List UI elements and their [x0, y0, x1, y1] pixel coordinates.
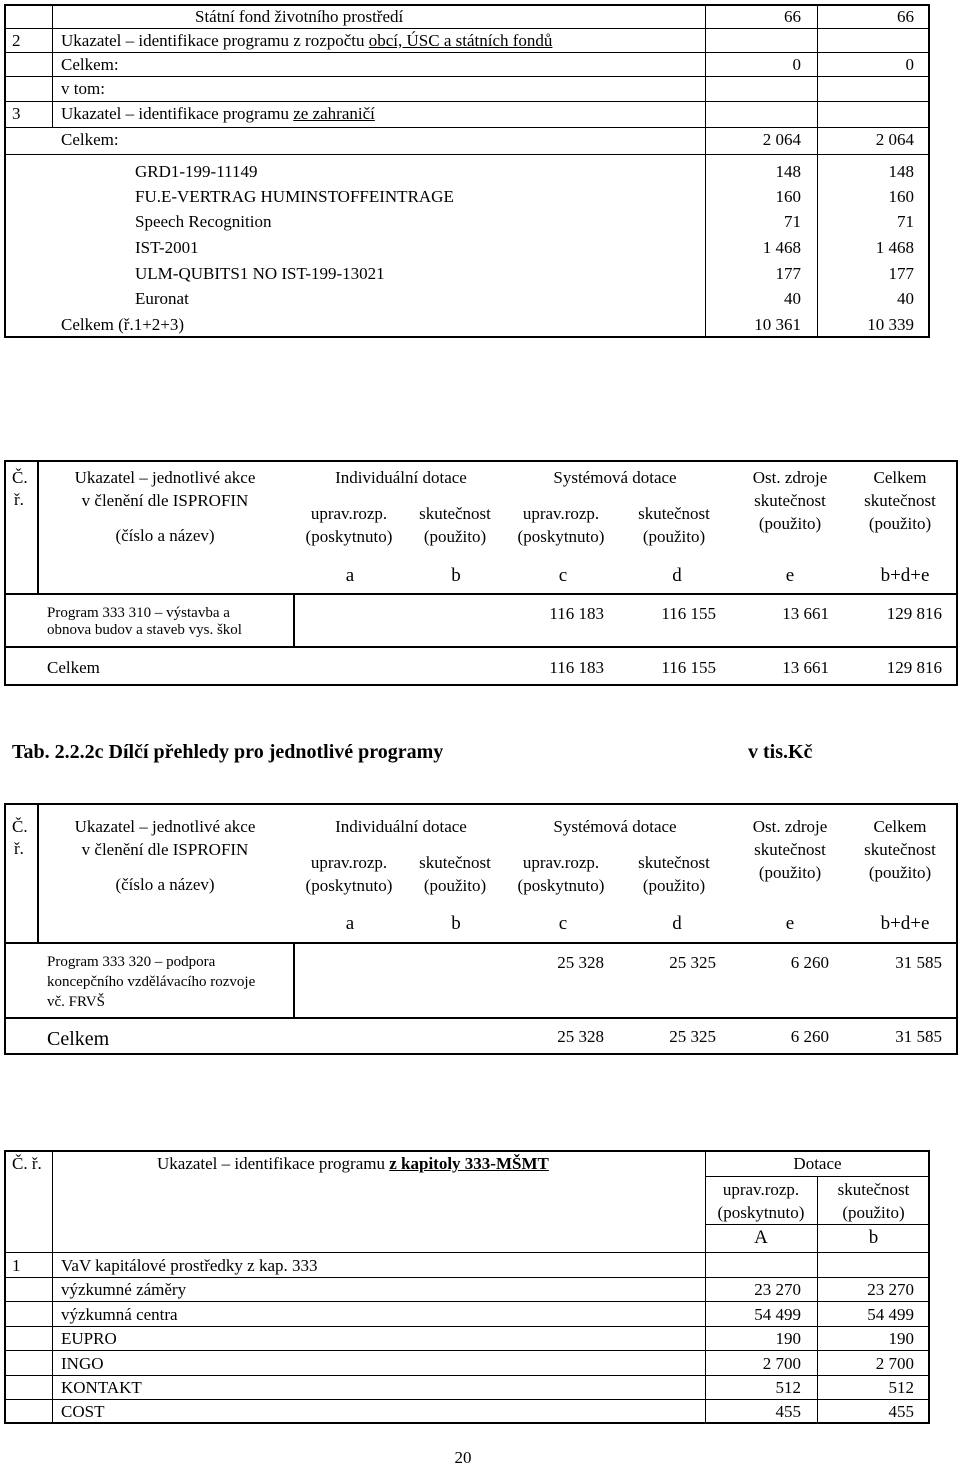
program-name-line: Program 333 320 – podpora: [47, 954, 216, 970]
row-number-header: ř.: [14, 490, 24, 509]
total-used: 10 339: [867, 315, 914, 334]
column-letter: b: [451, 565, 461, 586]
divider: [4, 942, 958, 944]
individual-grant-header: Individuální dotace: [335, 817, 467, 836]
value-used: 1 468: [875, 238, 914, 257]
column-letter: e: [785, 913, 795, 934]
divider: [52, 4, 53, 128]
total-value: 116 155: [661, 658, 716, 677]
column-letter: d: [672, 913, 682, 934]
header-text: (použito): [423, 876, 487, 895]
header-text: skutečnost: [638, 853, 710, 872]
row-label: Celkem:: [61, 55, 119, 74]
actual-subheader: [624, 851, 724, 897]
column-letter: b: [868, 1227, 879, 1248]
caption-unit: v tis.Kč: [748, 741, 813, 763]
header-text: Celkem: [873, 468, 927, 487]
value-used: 455: [888, 1402, 914, 1421]
header-text: Ukazatel – jednotlivé akce: [74, 468, 256, 487]
value-approved: 54 499: [754, 1305, 801, 1324]
row-label: Celkem:: [61, 130, 119, 149]
actual-subheader: [405, 502, 505, 548]
value-used: 2 064: [875, 130, 914, 149]
column-letter: a: [345, 565, 355, 586]
header-text: uprav.rozp.: [522, 853, 600, 872]
systemic-grant-header: Systémová dotace: [553, 468, 677, 487]
row-label-underlined: obcí, ÚSC a státních fondů: [368, 31, 553, 50]
header-text: (použito): [642, 527, 706, 546]
divider: [293, 593, 295, 647]
divider: [293, 942, 295, 1018]
header-text: (použito): [758, 514, 822, 533]
header-text: (použito): [423, 527, 487, 546]
program-name-line: vč. FRVŠ: [47, 994, 105, 1010]
header-text: (číslo a název): [115, 875, 215, 894]
value-approved: 1 468: [762, 238, 801, 257]
total-label: Celkem: [47, 1028, 110, 1050]
row-number-header: ř.: [14, 839, 24, 858]
divider: [4, 52, 930, 53]
value-cell: 25 328: [557, 953, 604, 972]
actual-subheader: [624, 502, 724, 548]
value-used: 512: [888, 1378, 914, 1397]
row-label: [61, 31, 552, 51]
total-header: [850, 466, 950, 535]
header-text: (použito): [868, 863, 932, 882]
row-number: 3: [12, 104, 21, 123]
divider: [4, 1017, 958, 1019]
total-header: [850, 815, 950, 884]
value-used: 0: [905, 55, 914, 74]
value-used: 2 700: [875, 1354, 914, 1373]
divider: [52, 1150, 53, 1424]
item-label: Euronat: [135, 289, 189, 308]
header-text: (použito): [758, 863, 822, 882]
row-label: EUPRO: [61, 1329, 117, 1348]
indicator-header: [157, 1154, 549, 1174]
divider: [4, 154, 930, 155]
header-text-underlined: z kapitoly 333-MŠMT: [389, 1154, 549, 1173]
value-approved: 512: [775, 1378, 801, 1397]
value-used: 160: [888, 187, 914, 206]
program-name-line: Program 333 310 – výstavba a: [47, 605, 230, 621]
value-used: 54 499: [867, 1305, 914, 1324]
total-value: 116 183: [549, 658, 604, 677]
header-text: uprav.rozp.: [522, 504, 600, 523]
value-cell: 116 183: [549, 604, 604, 623]
value-used: 23 270: [867, 1280, 914, 1299]
total-value: 25 325: [669, 1027, 716, 1046]
header-text: Ost. zdroje: [752, 817, 828, 836]
item-label: IST-2001: [135, 238, 199, 257]
value-approved: 148: [775, 162, 801, 181]
systemic-grant-header: Systémová dotace: [553, 817, 677, 836]
value-cell: 31 585: [895, 953, 942, 972]
approved-subheader: [705, 1178, 817, 1224]
value-cell: 6 260: [790, 953, 829, 972]
header-text: (poskytnuto): [517, 876, 605, 895]
header-text: (poskytnuto): [517, 527, 605, 546]
column-letter: b+d+e: [880, 913, 930, 934]
value-approved: 177: [775, 264, 801, 283]
value-approved: 71: [784, 212, 801, 231]
header-text: skutečnost: [754, 840, 826, 859]
header-text: skutečnost: [419, 853, 491, 872]
header-text: (číslo a název): [115, 526, 215, 545]
column-letter: d: [672, 565, 682, 586]
indicator-header: [40, 466, 290, 547]
caption-title: Tab. 2.2.2c Dílčí přehledy pro jednotlivé programy: [12, 741, 444, 763]
divider: [4, 1301, 930, 1302]
header-text: Ukazatel – identifikace programu: [157, 1154, 390, 1173]
other-sources-header: [735, 815, 845, 884]
row-label-underlined: ze zahraničí: [293, 104, 375, 123]
total-value: 6 260: [790, 1027, 829, 1046]
value-approved: 23 270: [754, 1280, 801, 1299]
item-label: FU.E-VERTRAG HUMINSTOFFEINTRAGE: [135, 187, 454, 206]
column-letter: a: [345, 913, 355, 934]
approved-subheader: [293, 502, 405, 548]
total-value: 25 328: [557, 1027, 604, 1046]
divider: [4, 1277, 930, 1278]
program-name: [47, 605, 287, 639]
item-label: GRD1-199-11149: [135, 162, 258, 181]
value-used: 177: [888, 264, 914, 283]
divider: [4, 127, 930, 128]
value-used: 71: [897, 212, 914, 231]
value-approved: 66: [784, 7, 801, 26]
divider: [705, 1224, 930, 1225]
header-text: Celkem: [873, 817, 927, 836]
header-text: (použito): [842, 1203, 905, 1222]
value-used: 190: [888, 1329, 914, 1348]
value-used: 40: [897, 289, 914, 308]
header-text: skutečnost: [864, 840, 936, 859]
header-text: skutečnost: [837, 1180, 910, 1199]
total-value: 129 816: [886, 658, 942, 677]
value-cell: 116 155: [661, 604, 716, 623]
divider: [4, 1252, 930, 1253]
header-text: Ost. zdroje: [752, 468, 828, 487]
divider: [4, 646, 958, 648]
row-number-header: Č. ř.: [12, 1154, 42, 1173]
actual-subheader: [817, 1178, 930, 1224]
column-letter: c: [558, 565, 568, 586]
row-label: KONTAKT: [61, 1378, 142, 1397]
divider: [4, 1399, 930, 1400]
approved-subheader: [293, 851, 405, 897]
divider: [37, 460, 39, 594]
column-letter: b: [451, 913, 461, 934]
row-number: 2: [12, 31, 21, 50]
value-approved: 40: [784, 289, 801, 308]
other-sources-header: [735, 466, 845, 535]
header-text: skutečnost: [864, 491, 936, 510]
row-number: 1: [12, 1256, 21, 1275]
column-letter: c: [558, 913, 568, 934]
header-text: (poskytnuto): [717, 1203, 805, 1222]
row-label: výzkumné záměry: [61, 1280, 187, 1299]
header-text: uprav.rozp.: [722, 1180, 800, 1199]
value-approved: 2 064: [762, 130, 801, 149]
header-text: (použito): [642, 876, 706, 895]
value-cell: 129 816: [886, 604, 942, 623]
row-label: COST: [61, 1402, 105, 1421]
header-text: (použito): [868, 514, 932, 533]
header-text: uprav.rozp.: [310, 853, 388, 872]
value-used: 148: [888, 162, 914, 181]
total-value: 13 661: [782, 658, 829, 677]
column-letter: A: [754, 1227, 768, 1248]
header-text: skutečnost: [754, 491, 826, 510]
row-number-header: Č.: [12, 468, 28, 487]
total-approved: 10 361: [754, 315, 801, 334]
divider: [4, 1326, 930, 1327]
column-letter: e: [785, 565, 795, 586]
approved-subheader: [505, 851, 617, 897]
divider: [4, 1375, 930, 1376]
column-letter: b+d+e: [880, 565, 930, 586]
grant-header: Dotace: [793, 1154, 842, 1173]
value-approved: 160: [775, 187, 801, 206]
row-label: VaV kapitálové prostředky z kap. 333: [61, 1256, 318, 1275]
divider: [4, 28, 930, 29]
total-value: 31 585: [895, 1027, 942, 1046]
divider: [4, 76, 930, 77]
header-text: v členění dle ISPROFIN: [81, 840, 249, 859]
page-number: 20: [454, 1448, 472, 1467]
approved-subheader: [505, 502, 617, 548]
value-cell: 13 661: [782, 604, 829, 623]
row-label: [61, 104, 375, 124]
row-number-header: Č.: [12, 817, 28, 836]
value-approved: 0: [792, 55, 801, 74]
header-text: skutečnost: [419, 504, 491, 523]
header-text: (poskytnuto): [305, 876, 393, 895]
header-text: v členění dle ISPROFIN: [81, 491, 249, 510]
row-label-text: Ukazatel – identifikace programu: [61, 104, 294, 123]
program-name: [47, 952, 287, 1012]
header-text: skutečnost: [638, 504, 710, 523]
divider: [4, 1350, 930, 1351]
row-label: Státní fond životního prostředí: [195, 7, 404, 26]
divider: [705, 1176, 930, 1177]
value-cell: 25 325: [669, 953, 716, 972]
divider: [37, 803, 39, 943]
program-name-line: obnova budov a staveb vys. škol: [47, 622, 242, 638]
indicator-header: [40, 815, 290, 896]
item-label: ULM-QUBITS1 NO IST-199-13021: [135, 264, 385, 283]
value-approved: 190: [775, 1329, 801, 1348]
item-label: Speech Recognition: [135, 212, 272, 231]
divider: [4, 101, 930, 102]
value-approved: 455: [775, 1402, 801, 1421]
row-label-text: Ukazatel – identifikace programu z rozpočtu: [61, 31, 369, 50]
program-name-line: koncepčního vzdělávacího rozvoje: [47, 974, 256, 990]
divider: [4, 593, 958, 595]
value-used: 66: [897, 7, 914, 26]
individual-grant-header: Individuální dotace: [335, 468, 467, 487]
header-text: uprav.rozp.: [310, 504, 388, 523]
row-label: INGO: [61, 1354, 104, 1373]
header-text: Ukazatel – jednotlivé akce: [74, 817, 256, 836]
actual-subheader: [405, 851, 505, 897]
value-approved: 2 700: [762, 1354, 801, 1373]
total-label: Celkem: [47, 658, 100, 677]
header-text: (poskytnuto): [305, 527, 393, 546]
row-label: v tom:: [61, 79, 105, 98]
total-label: Celkem (ř.1+2+3): [61, 315, 185, 334]
row-label: výzkumná centra: [61, 1305, 178, 1324]
